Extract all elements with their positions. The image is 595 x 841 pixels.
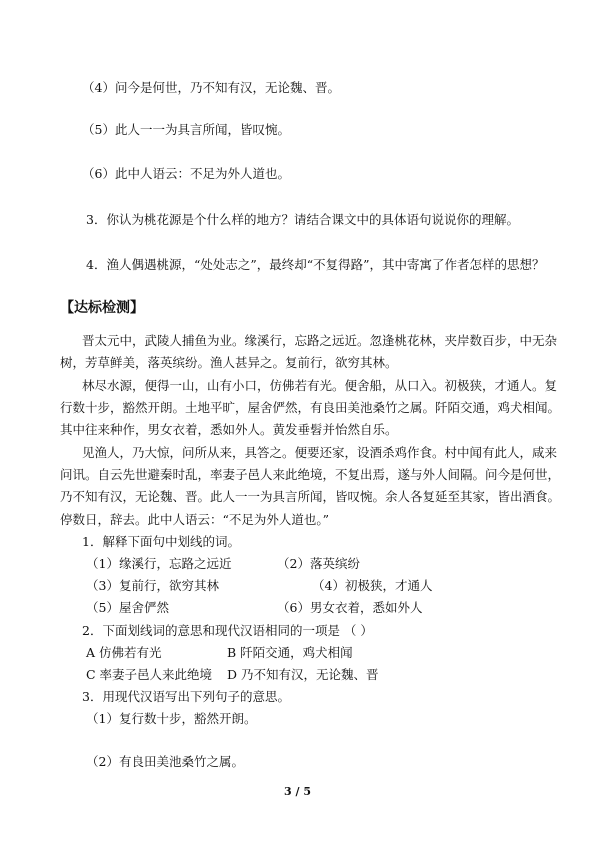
passage-line: 乃不知有汉，无论魏、晋。此人一一为具言所闻，皆叹惋。余人各复延至其家，皆出酒食。 [60,489,561,504]
exercise-3-item: （2）有良田美池桑竹之属。 [86,754,244,769]
passage-line: 停数日，辞去。此中人语云：“不足为外人道也。” [60,512,330,527]
question-4: 4．渔人偶遇桃源，“处处志之”，最终却“不复得路”，其中寄寓了作者怎样的思想？ [86,257,545,272]
passage-line: 其中往来种作，男女衣着，悉如外人。黄发垂髫并怡然自乐。 [60,422,398,437]
passage-line: 林尽水源，便得一山，山有小口，仿佛若有光。便舍船，从口入。初极狭，才通人。复 [82,378,558,393]
page-number: 3 / 5 [284,785,311,798]
question-5-line: （5）此人一一为具言所闻，皆叹惋。 [82,122,290,137]
passage-line: 见渔人，乃大惊，问所从来，具答之。便要还家，设酒杀鸡作食。村中闻有此人，咸来 [82,445,558,460]
passage-line: 晋太元中，武陵人捕鱼为业。缘溪行，忘路之远近。忽逢桃花林，夹岸数百步，中无杂 [82,333,558,348]
exercise-1-item: （3）复前行，欲穷其林 [86,578,219,593]
exercise-1-item: （6）男女衣着，悉如外人 [277,600,423,615]
passage-line: 问讯。自云先世避秦时乱，率妻子邑人来此绝境，不复出焉，遂与外人间隔。问今是何世， [60,467,561,482]
exercise-1-item: （2）落英缤纷 [277,556,360,571]
question-3: 3．你认为桃花源是个什么样的地方？请结合课文中的具体语句说说你的理解。 [86,212,519,227]
exercise-2-option: D 乃不知有汉，无论魏、晋 [227,667,379,682]
passage-line: 行数十步，豁然开朗。土地平旷，屋舍俨然，有良田美池桑竹之属。阡陌交通，鸡犬相闻。 [60,400,561,415]
question-6-line: （6）此中人语云：不足为外人道也。 [82,166,290,181]
exercise-3-item: （1）复行数十步，豁然开朗。 [86,711,257,726]
passage-line: 树，芳草鲜美，落英缤纷。渔人甚异之。复前行，欲穷其林。 [60,355,398,370]
exercise-1-title: 1．解释下面句中划线的词。 [82,534,240,549]
exercise-2-option: A 仿佛若有光 [86,645,162,660]
exercise-3-title: 3．用现代汉语写出下列句子的意思。 [82,689,290,704]
exercise-1-item: （5）屋舍俨然 [86,600,169,615]
exercise-1-item: （4）初极狭，才通人 [312,578,433,593]
exercise-2-title: 2．下面划线词的意思和现代汉语相同的一项是 （ ） [82,623,373,638]
section-title: 【达标检测】 [60,300,144,316]
exercise-2-option: B 阡陌交通，鸡犬相闻 [227,645,353,660]
exercise-2-option: C 率妻子邑人来此绝境 [86,667,213,682]
question-4-line: （4）问今是何世，乃不知有汉，无论魏、晋。 [82,80,340,95]
exercise-1-item: （1）缘溪行，忘路之远近 [86,556,232,571]
